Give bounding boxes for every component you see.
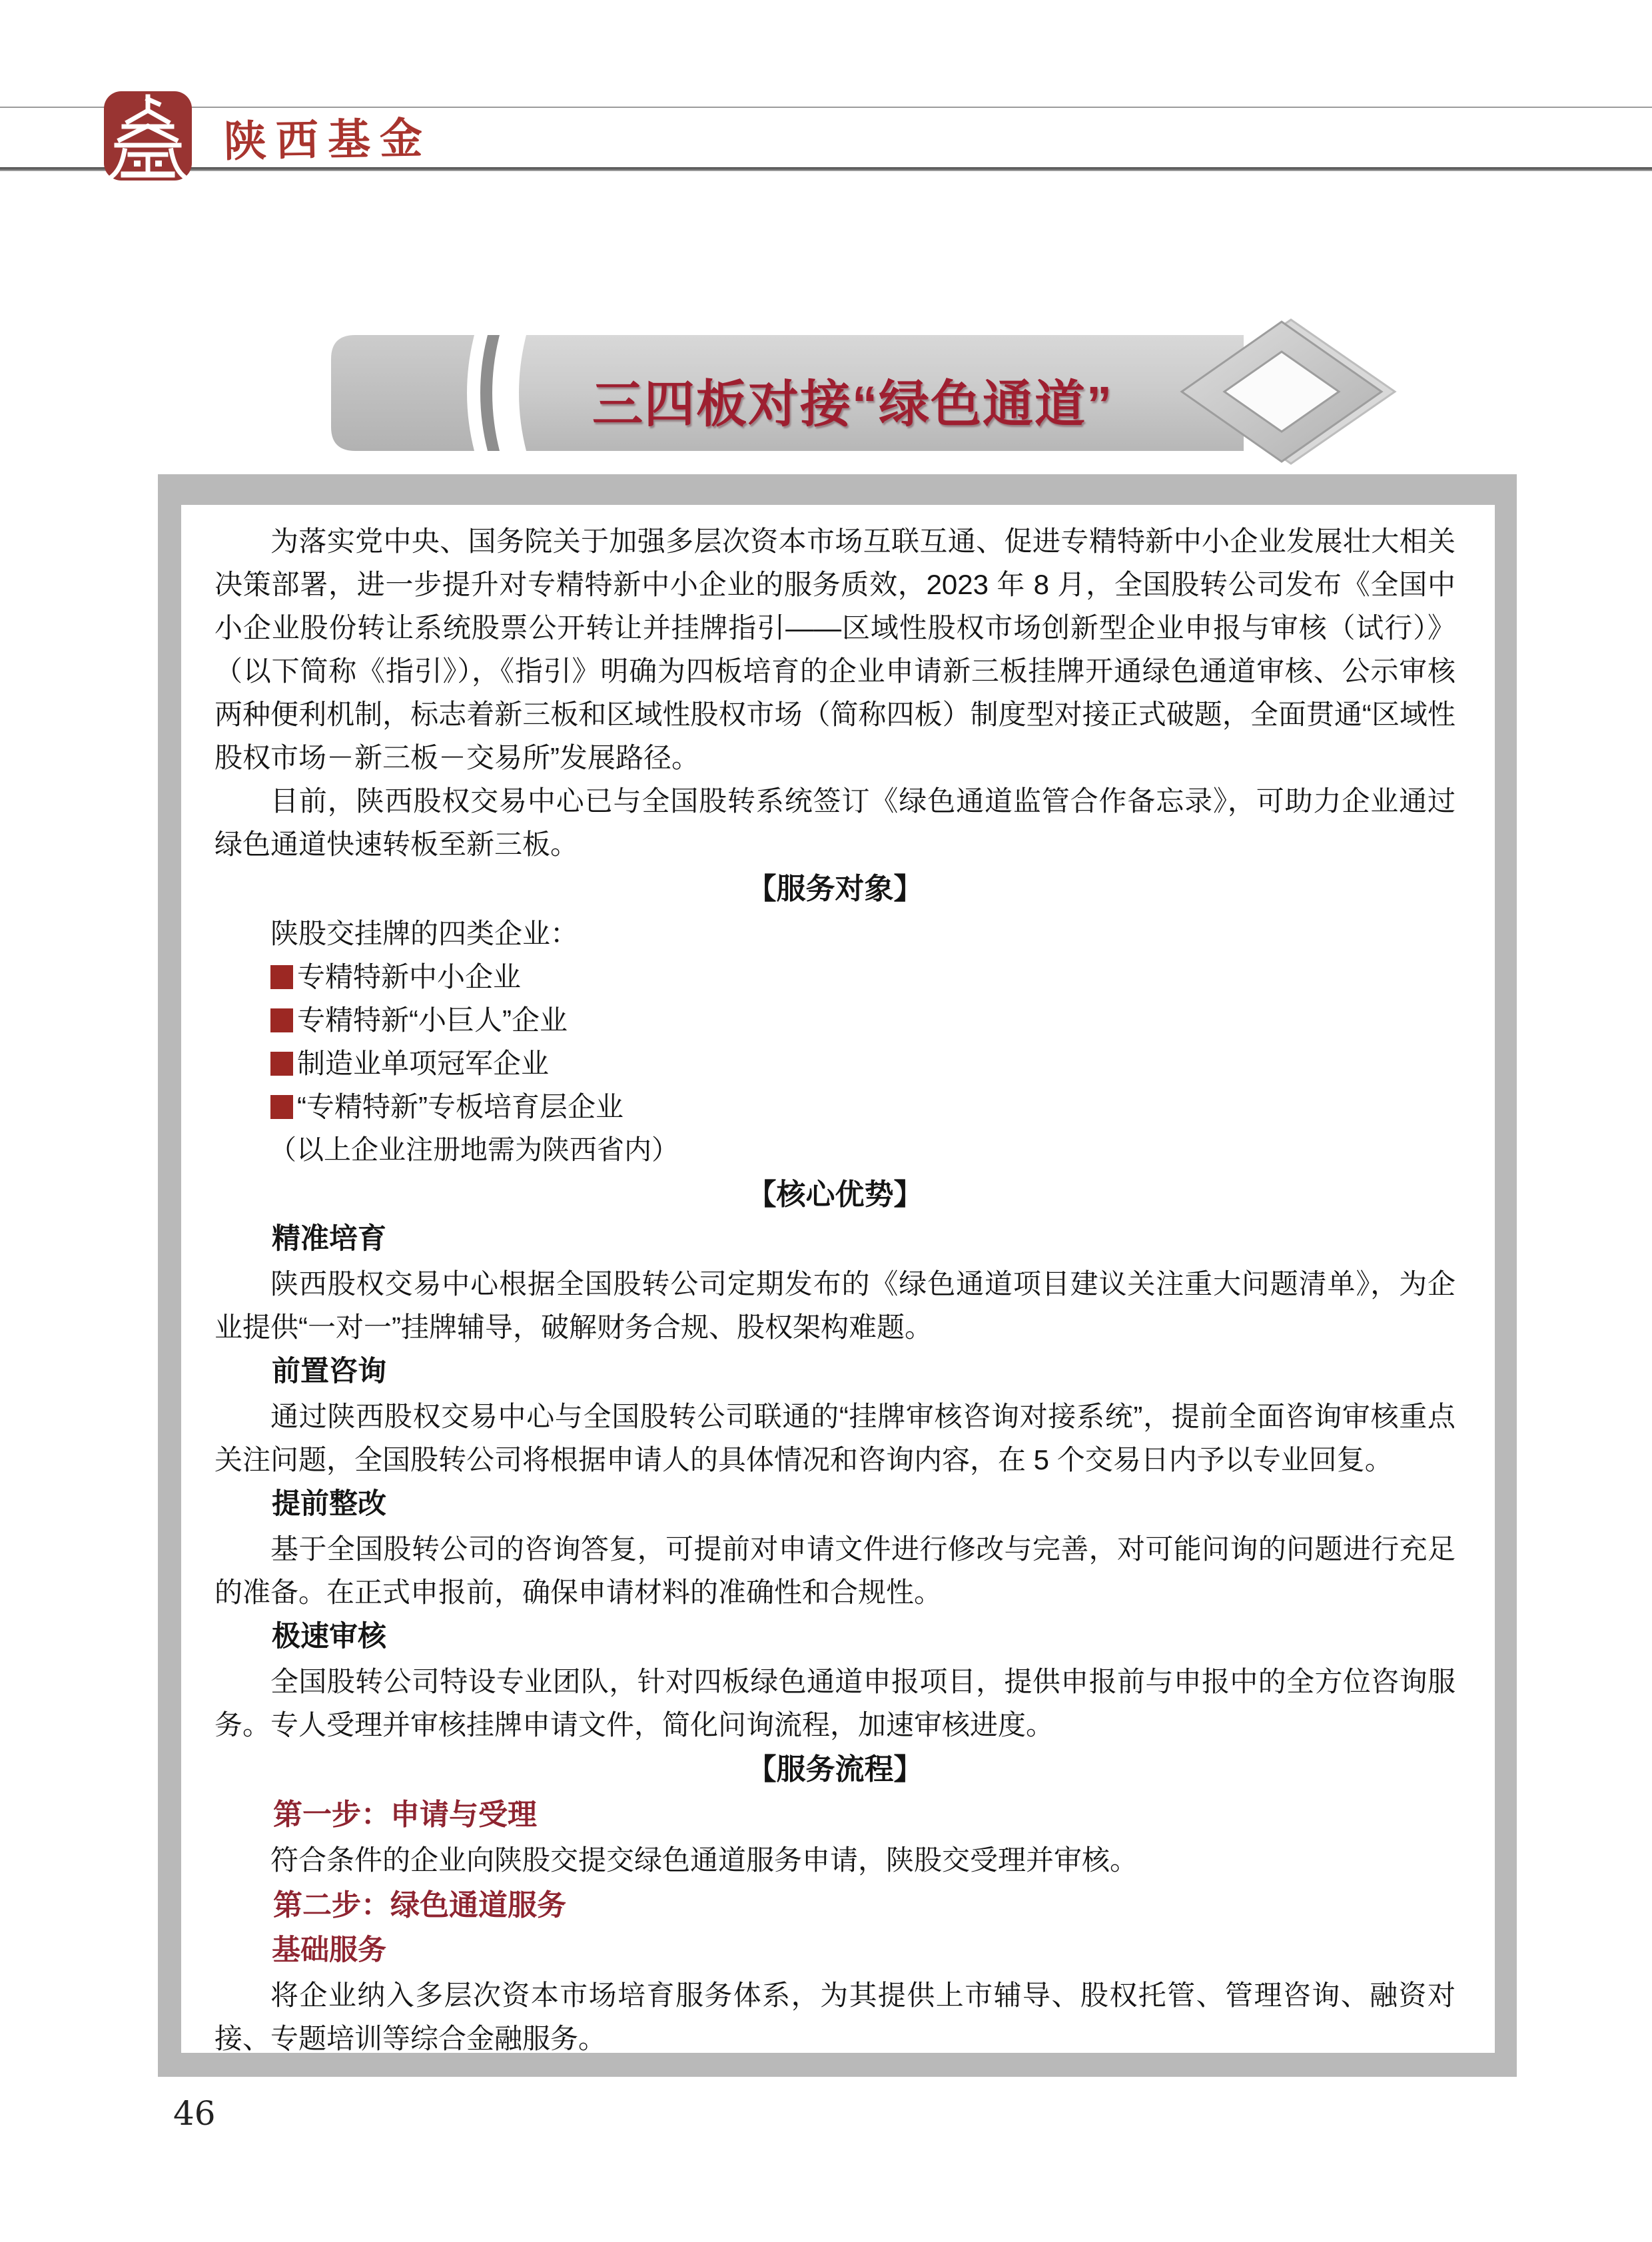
brand-name: 陕西基金 (223, 113, 432, 167)
bullet-item (214, 1042, 1455, 1085)
bullet-label: “专精特新”专板培育层企业 (297, 1091, 623, 1122)
banner-title: 三四板对接“绿色通道” (592, 376, 1113, 433)
paragraph: 将企业纳入多层次资本市场培育服务体系，为其提供上市辅导、股权托管、管理咨询、融资对接、专题培训等综合金融服务。 (214, 1980, 1455, 2054)
bullet-square-icon (270, 1052, 293, 1076)
bullet-label: 专精特新中小企业 (297, 961, 522, 992)
paragraph: 陕股交挂牌的四类企业： (270, 918, 579, 949)
content-panel-inner (181, 505, 1495, 2053)
bullet-item (214, 955, 1455, 998)
service-subheading: 基础服务 (272, 1934, 386, 1967)
paragraph: 目前，陕西股权交易中心已与全国股转系统签订《绿色通道监管合作备忘录》，可助力企业通过绿色通道快速转板至新三板。 (214, 785, 1455, 860)
section-heading: 【服务对象】 (747, 873, 923, 905)
bullet-square-icon (270, 965, 293, 989)
bullet-item (214, 998, 1455, 1042)
subsection-heading: 精准培育 (272, 1223, 386, 1255)
paragraph: 陕西股权交易中心根据全国股转公司定期发布的《绿色通道项目建议关注重大问题清单》，为企业提供“一对一”挂牌辅导，破解财务合规、股权架构难题。 (214, 1268, 1455, 1343)
paragraph: 符合条件的企业向陕股交提交绿色通道服务申请，陕股交受理并审核。 (270, 1844, 1138, 1876)
paragraph: 基于全国股转公司的咨询答复，可提前对申请文件进行修改与完善，对可能问询的问题进行充足的准备。在正式申报前，确保申请材料的准确性和合规性。 (214, 1533, 1455, 1608)
subsection-heading: 极速审核 (272, 1621, 386, 1653)
content-blocks (214, 520, 1455, 2060)
header-rule-thin (0, 107, 1652, 108)
bullet-item (214, 1085, 1455, 1128)
paragraph: 通过陕西股权交易中心与全国股转公司联通的“挂牌审核咨询对接系统”，提前全面咨询审核重点关注问题，全国股转公司将根据申请人的具体情况和咨询内容，在 5 个交易日内予以专业回复。 (214, 1401, 1455, 1475)
banner-ribbon-slash (480, 335, 500, 451)
step-heading: 第二步：绿色通道服务 (273, 1889, 566, 1922)
note-text: （以上企业注册地需为陕西省内） (269, 1134, 679, 1166)
step-heading: 第一步：申请与受理 (273, 1798, 537, 1831)
bullet-label: 专精特新“小巨人”企业 (297, 1004, 568, 1036)
section-heading: 【服务流程】 (747, 1753, 923, 1786)
subsection-heading: 前置咨询 (272, 1355, 386, 1387)
paragraph: 为落实党中央、国务院关于加强多层次资本市场互联互通、促进专精特新中小企业发展壮大相关决策部署，进一步提升对专精特新中小企业的服务质效，2023 年 8 月，全国股转公司发布《全国中小企业股份转让系统股票公开转让并挂牌指引——区域性股权市场创新型企业申报与审核（试行）》（以下简称《指引》），《指引》明确为四板培育的企业申请新三板挂牌开通绿色通道审核、公示审核两种便利机制，标志着新三板和区域性股权市场（简称四板）制度型对接正式破题，全面贯通“区域性股权市场－新三板－交易所”发展路径。 (214, 526, 1455, 773)
bullet-square-icon (270, 1095, 293, 1119)
banner-ribbon-cap (331, 335, 474, 451)
bullet-square-icon (270, 1008, 293, 1032)
paragraph: 全国股转公司特设专业团队，针对四板绿色通道申报项目，提供申报前与申报中的全方位咨询服务。专人受理并审核挂牌申请文件，简化问询流程，加速审核进度。 (214, 1666, 1455, 1740)
content-panel (158, 474, 1517, 2077)
bullet-label: 制造业单项冠军企业 (297, 1048, 550, 1079)
section-heading: 【核心优势】 (747, 1178, 923, 1211)
pagoda-seal-icon (104, 91, 192, 181)
subsection-heading: 提前整改 (272, 1488, 386, 1520)
page-number: 46 (173, 2094, 216, 2133)
